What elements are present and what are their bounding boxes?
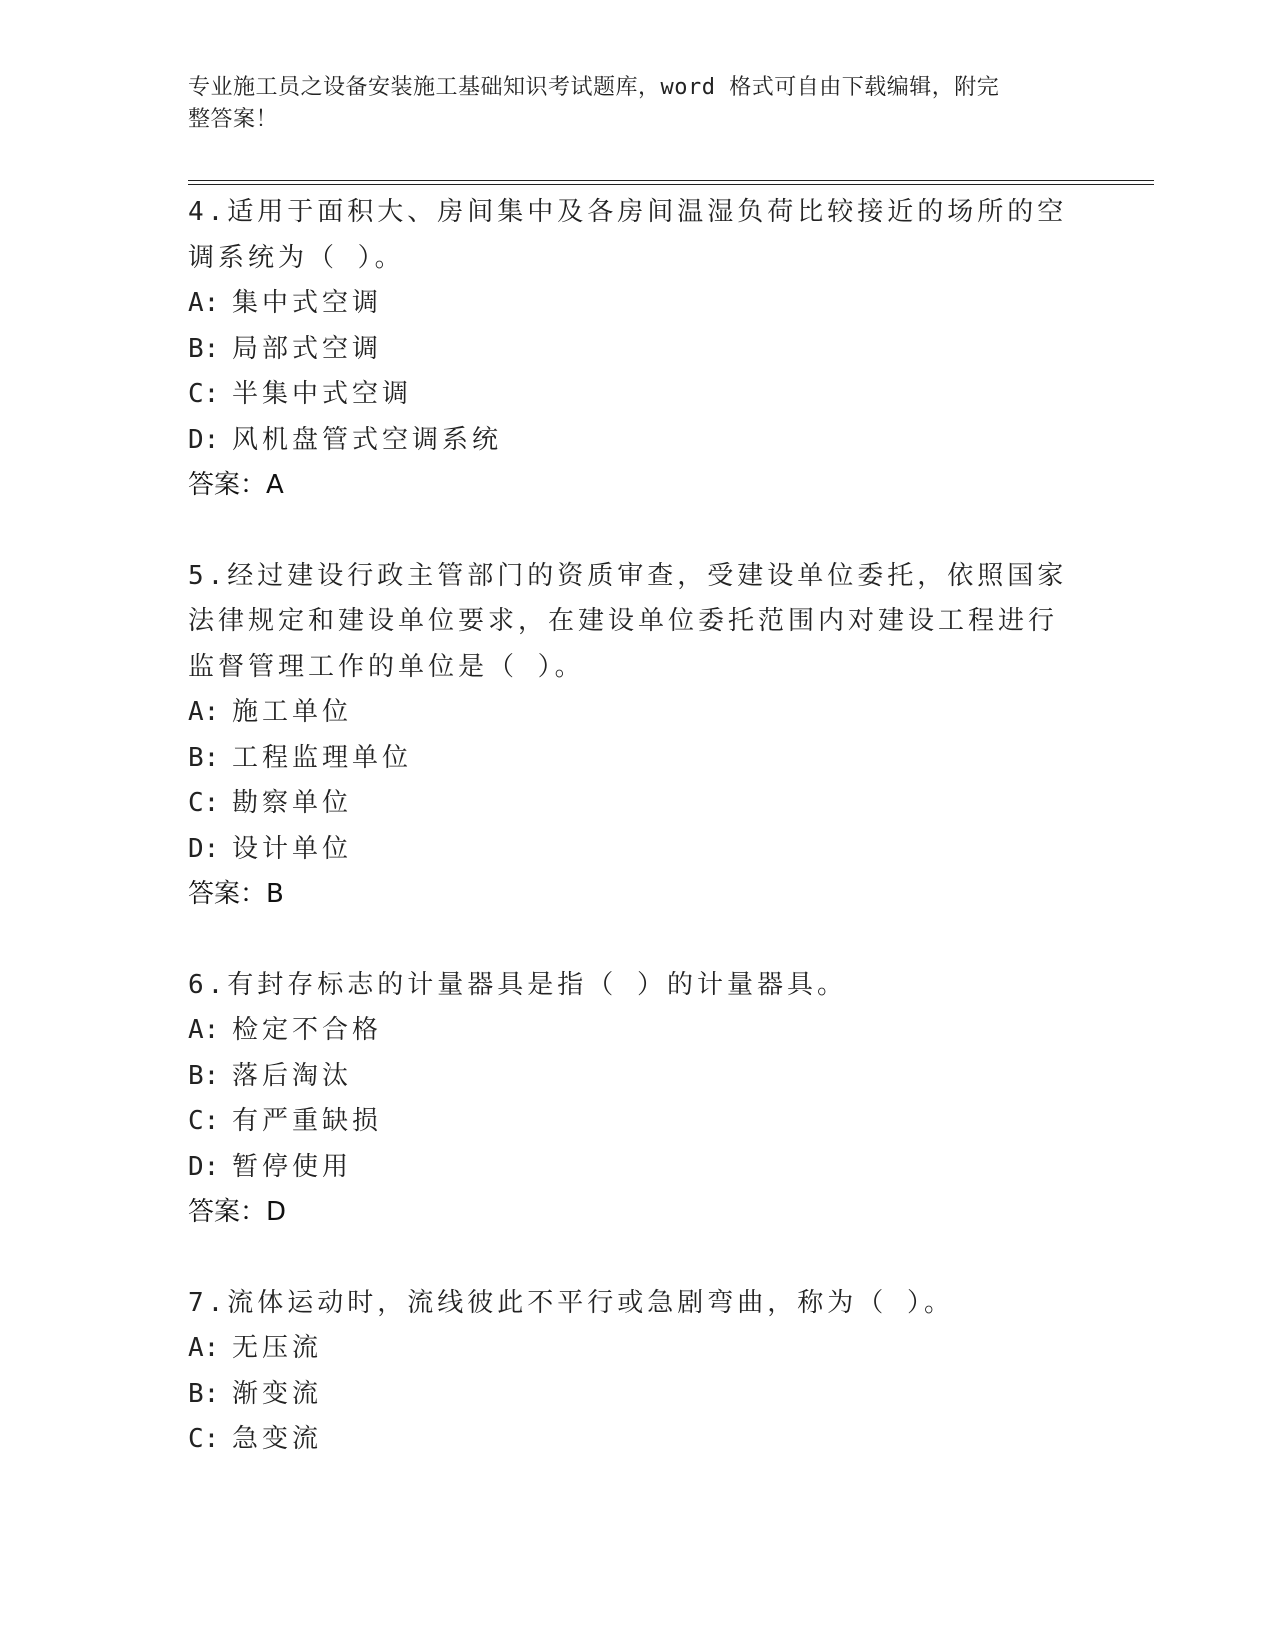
option-key: A: xyxy=(188,697,220,727)
option-key: A: xyxy=(188,1015,220,1045)
option-key: C: xyxy=(188,1106,220,1136)
option-text: 勘察单位 xyxy=(232,788,353,818)
option-key: A: xyxy=(188,1333,220,1363)
question-text: 7.流体运动时，流线彼此不平行或急剧弯曲，称为（ ）。 xyxy=(188,1287,954,1318)
option-key: B: xyxy=(188,333,220,364)
option-text: 检定不合格 xyxy=(232,1015,383,1045)
option-key: B: xyxy=(188,1060,220,1091)
option-b xyxy=(188,1372,1068,1418)
option-key: D: xyxy=(188,833,220,864)
option-key: C: xyxy=(188,1424,220,1454)
question-text: 4.适用于面积大、房间集中及各房间温湿负荷比较接近的场所的空调系统为（ ）。 xyxy=(188,197,1068,273)
option-text: 设计单位 xyxy=(232,833,353,864)
header-line-1: 专业施工员之设备安装施工基础知识考试题库，word 格式可自由下载编辑，附完 xyxy=(188,75,1000,100)
option-c xyxy=(188,1417,1068,1463)
option-d xyxy=(188,827,1068,873)
option-text: 半集中式空调 xyxy=(232,379,413,409)
option-key: A: xyxy=(188,288,220,318)
option-a xyxy=(188,1008,1068,1054)
option-text: 落后淘汰 xyxy=(232,1060,353,1091)
option-b xyxy=(188,736,1068,782)
option-b xyxy=(188,1054,1068,1100)
option-key: B: xyxy=(188,742,220,773)
question-7 xyxy=(188,1281,1068,1463)
header-divider-top xyxy=(188,180,1154,181)
answer-line: 答案：D xyxy=(188,1197,287,1227)
option-text: 局部式空调 xyxy=(232,333,383,364)
header-line-2: 整答案！ xyxy=(188,107,279,132)
option-d xyxy=(188,1145,1068,1191)
question-6 xyxy=(188,963,1068,1236)
question-text: 6.有封存标志的计量器具是指（ ）的计量器具。 xyxy=(188,969,847,1000)
question-4 xyxy=(188,190,1068,509)
option-d xyxy=(188,418,1068,464)
option-text: 渐变流 xyxy=(232,1378,323,1409)
option-a xyxy=(188,690,1068,736)
option-text: 暂停使用 xyxy=(232,1151,353,1182)
option-text: 急变流 xyxy=(232,1424,323,1454)
header-divider-bottom xyxy=(188,184,1154,185)
option-text: 风机盘管式空调系统 xyxy=(232,424,503,455)
spacer xyxy=(188,1236,1068,1281)
question-5 xyxy=(188,554,1068,918)
option-c xyxy=(188,1099,1068,1145)
option-key: C: xyxy=(188,379,220,409)
answer-line: 答案：A xyxy=(188,470,284,500)
option-text: 无压流 xyxy=(232,1333,323,1363)
question-list xyxy=(188,190,1068,1463)
option-b xyxy=(188,327,1068,373)
answer-line: 答案：B xyxy=(188,879,284,909)
option-text: 集中式空调 xyxy=(232,288,383,318)
spacer xyxy=(188,509,1068,554)
document-header xyxy=(188,72,1068,136)
question-text: 5.经过建设行政主管部门的资质审查，受建设单位委托，依照国家法律规定和建设单位要求，在建设单位委托范围内对建设工程进行监督管理工作的单位是（ ）。 xyxy=(188,560,1068,682)
option-text: 工程监理单位 xyxy=(232,742,413,773)
option-text: 施工单位 xyxy=(232,697,353,727)
option-key: D: xyxy=(188,424,220,455)
option-c xyxy=(188,372,1068,418)
option-text: 有严重缺损 xyxy=(232,1106,383,1136)
option-key: C: xyxy=(188,788,220,818)
option-a xyxy=(188,1326,1068,1372)
option-c xyxy=(188,781,1068,827)
option-a xyxy=(188,281,1068,327)
spacer xyxy=(188,918,1068,963)
option-key: B: xyxy=(188,1378,220,1409)
option-key: D: xyxy=(188,1151,220,1182)
